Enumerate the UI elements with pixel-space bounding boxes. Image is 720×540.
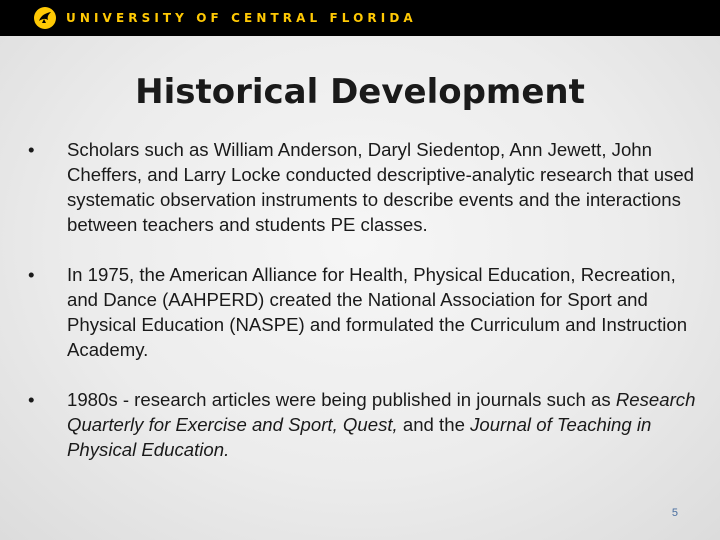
bullet-point-icon: • <box>28 389 35 410</box>
pegasus-logo-icon <box>33 6 57 30</box>
header-bar <box>0 0 720 36</box>
journal-title-teaching-pe: Journal of Teaching in Physical Education. <box>67 414 652 460</box>
bullet-text <box>67 389 695 460</box>
bullet-item <box>24 387 706 462</box>
journal-title-research-quarterly: Research Quarterly for Exercise and Sport, Quest, <box>67 389 696 435</box>
university-name: UNIVERSITY OF CENTRAL FLORIDA <box>66 11 417 25</box>
bullet-item <box>24 137 706 237</box>
bullet-item <box>24 262 706 362</box>
bullet-point-icon: • <box>28 264 35 285</box>
bullet-text-middle: and the <box>397 414 471 435</box>
slide-title: Historical Development <box>135 72 585 112</box>
bullet-text: Scholars such as William Anderson, Daryl Siedentop, Ann Jewett, John Cheffers, and Larry Locke conducted descriptive-analytic research that used systematic observation instruments to describe events and the interactions between teachers and students PE classes. <box>67 139 695 235</box>
bullet-text-lead: 1980s - research articles were being published in journals such as <box>67 389 616 410</box>
bullet-point-icon: • <box>28 139 35 160</box>
bullet-list <box>24 137 706 487</box>
bullet-text: In 1975, the American Alliance for Health, Physical Education, Recreation, and Dance (AAHPERD) created the National Association for Sport and Physical Education (NASPE) and formulated the Curriculum and Instruction Academy. <box>67 264 688 360</box>
page-number: 5 <box>671 507 678 519</box>
